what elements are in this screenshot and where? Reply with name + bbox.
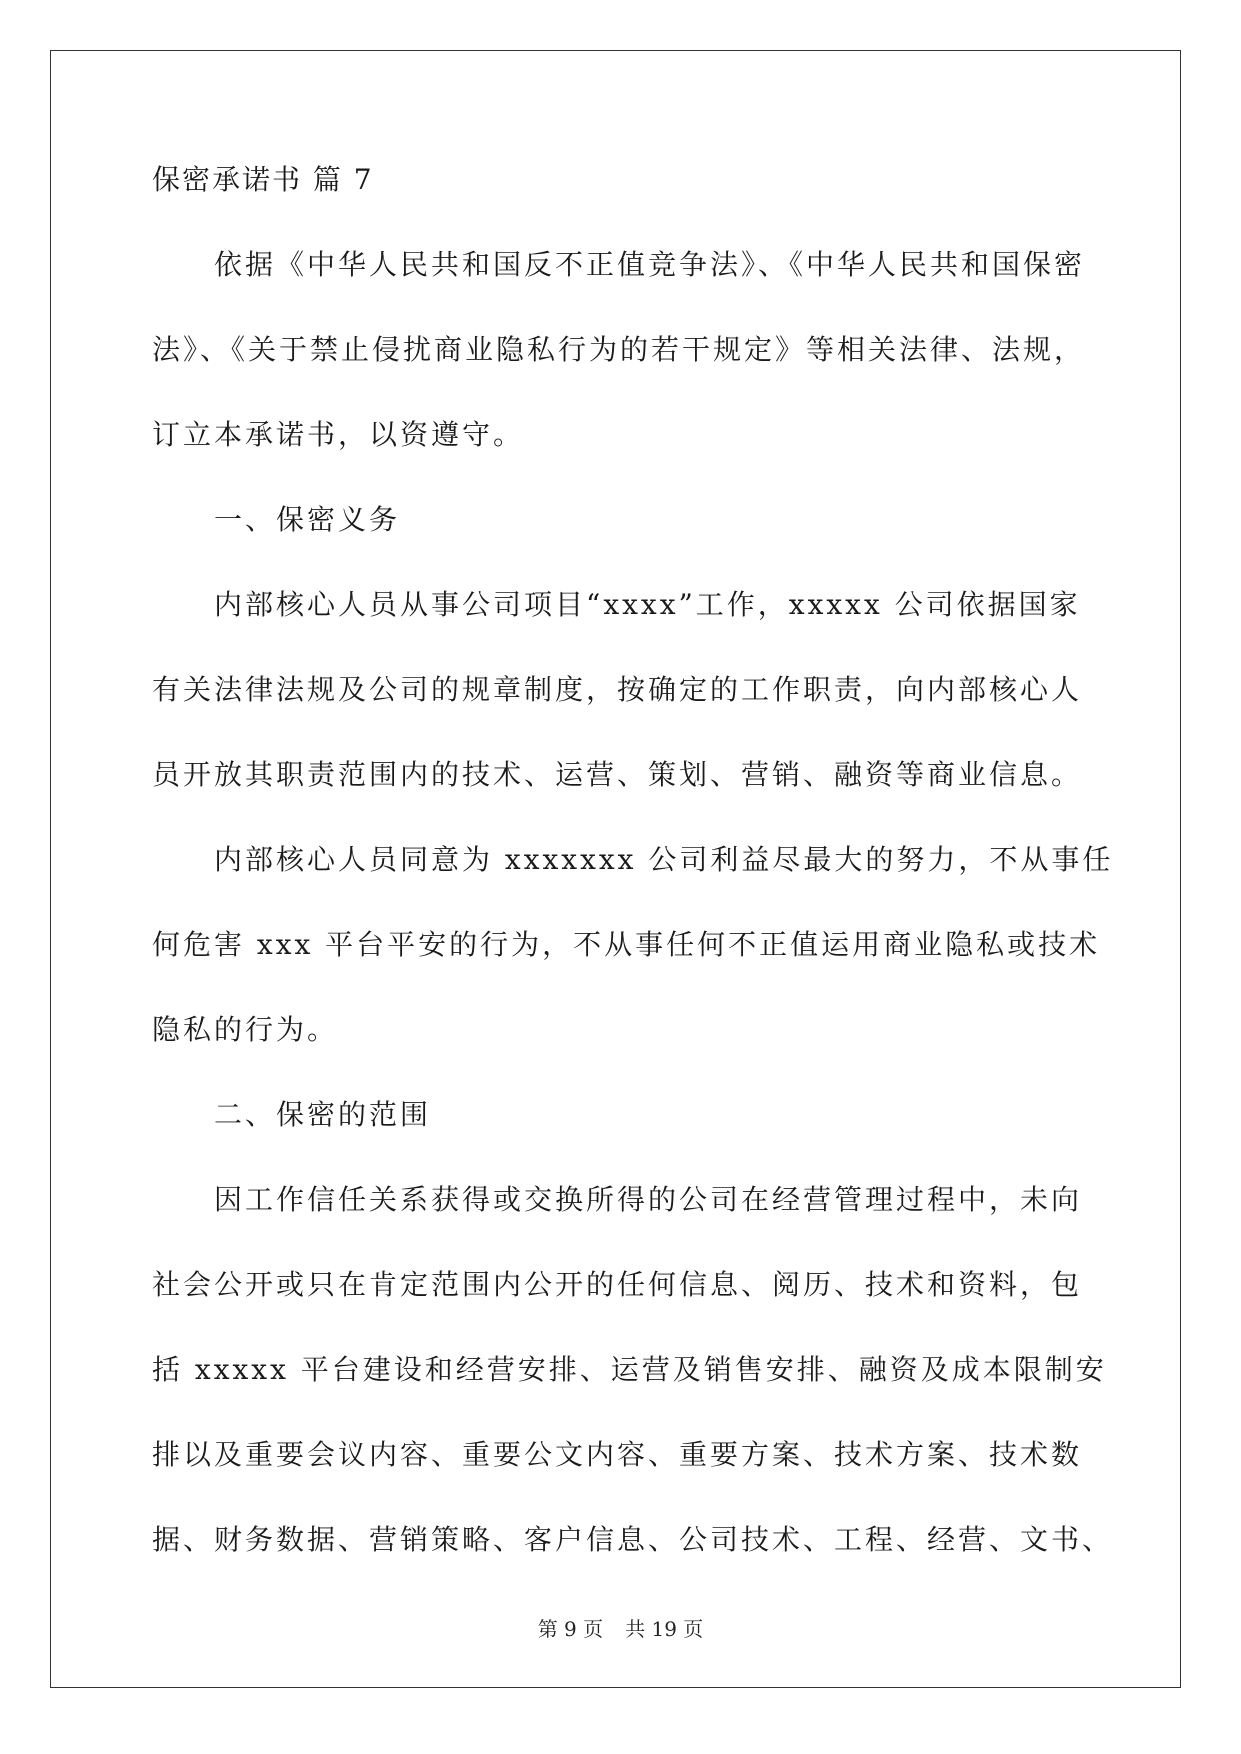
text-line: 因工作信任关系获得或交换所得的公司在经营管理过程中，未向 <box>214 1183 1083 1216</box>
text-line: 何危害 xxx 平台平安的行为，不从事任何不正值运用商业隐私或技术 <box>152 928 1101 961</box>
page-footer <box>0 1613 1241 1642</box>
document-body <box>152 160 1114 1605</box>
text-line: 二、保密的范围 <box>214 1098 432 1131</box>
text-line: 排以及重要会议内容、重要公文内容、重要方案、技术方案、技术数 <box>152 1438 1083 1471</box>
text-line: 社会公开或只在肯定范围内公开的任何信息、阅历、技术和资料，包 <box>152 1268 1083 1301</box>
text-line: 员开放其职责范围内的技术、运营、策划、营销、融资等商业信息。 <box>152 758 1083 791</box>
page-total: 共 19 页 <box>625 1617 704 1641</box>
text-line: 内部核心人员从事公司项目“xxxx”工作，xxxxx 公司依据国家 <box>214 588 1081 621</box>
text-line: 括 xxxxx 平台建设和经营安排、运营及销售安排、融资及成本限制安 <box>152 1353 1107 1386</box>
document-title: 保密承诺书 篇 7 <box>152 163 374 196</box>
text-line: 依据《中华人民共和国反不正值竞争法》、《中华人民共和国保密 <box>214 248 1086 281</box>
text-line: 据、财务数据、营销策略、客户信息、公司技术、工程、经营、文书、 <box>152 1523 1114 1556</box>
text-line: 法》、《关于禁止侵扰商业隐私行为的若干规定》等相关法律、法规， <box>152 333 1086 366</box>
text-line: 有关法律法规及公司的规章制度，按确定的工作职责，向内部核心人 <box>152 673 1083 706</box>
text-line: 一、保密义务 <box>214 503 401 536</box>
paragraph-lines <box>152 245 1114 1605</box>
page-number: 第 9 页 <box>537 1617 604 1641</box>
text-line: 订立本承诺书，以资遵守。 <box>152 418 525 451</box>
text-line: 内部核心人员同意为 xxxxxxx 公司利益尽最大的努力，不从事任 <box>214 843 1114 876</box>
text-line: 隐私的行为。 <box>152 1013 339 1046</box>
